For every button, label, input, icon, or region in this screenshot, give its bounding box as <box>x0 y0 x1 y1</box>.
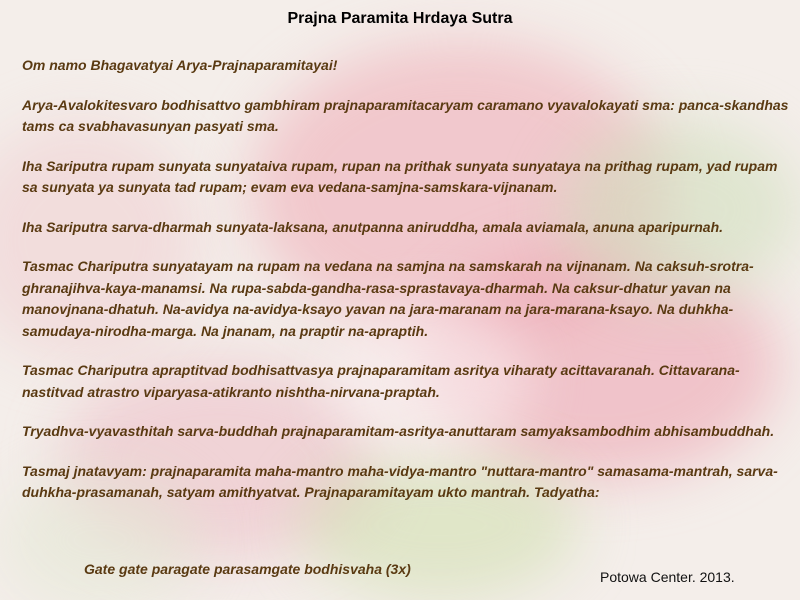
sutra-text <box>22 55 792 522</box>
paragraph: Iha Sariputra sarva-dharmah sunyata-laksana, anutpanna aniruddha, amala aviamala, anuna aparipurnah. <box>22 218 724 235</box>
paragraph: Tryadhva-vyavasthitah sarva-buddhah prajnaparamitam-asritya-anuttaram samyaksambodhim abhisambuddhah. <box>22 423 775 439</box>
paragraph: Tasmac Chariputra sunyatayam na rupam na vedana na samjna na samskarah na vijnanam. Na caksuh-srotra-ghranajihva-kaya-manamsi. Na rupa-sabda-gandha-rasa-sprastavaya-dharmah. Na caksur-dhatur yavan na manovjnana-dhatuh. Na-avidya na-avidya-ksayo yavan na jara-maranam na jara-marana-ksayo. Na duhkha-samudaya-nirodha-marga. Na jnanam, na praptir na-apraptih. <box>22 258 754 339</box>
paragraph: Tasmaj jnatavyam: prajnaparamita maha-mantro maha-vidya-mantro "nuttara-mantro" samasama-mantrah, sarva-duhkha-prasamanah, satyam amithyatvat. Prajnaparamitayam ukto mantrah. Tadyatha: <box>22 462 778 500</box>
paragraph: Arya-Avalokitesvaro bodhisattvo gambhiram prajnaparamitacaryam caramano vyavalokayati sma: panca-skandhas tams ca svabhavasunyan pasyati sma. <box>22 96 789 134</box>
paragraph: Iha Sariputra rupam sunyata sunyataiva rupam, rupan na prithak sunyata sunyataya na prithag rupam, yad rupam sa sunyata ya sunyata tad rupam; evam eva vedana-samjna-samskara-vijnanam. <box>22 157 778 195</box>
credit-text: Potowa Center. 2013. <box>600 569 735 585</box>
paragraph: Om namo Bhagavatyai Arya-Prajnaparamitayai! <box>22 57 338 73</box>
mantra-line: Gate gate paragate parasamgate bodhisvaha (3x) <box>84 561 411 577</box>
paragraph: Tasmac Chariputra apraptitvad bodhisattvasya prajnaparamitam asritya viharaty acittavaranah. Cittavarana-nastitvad atrastro viparyasa-atikranto nishtha-nirvana-praptah. <box>22 362 740 400</box>
page-title: Prajna Paramita Hrdaya Sutra <box>287 10 513 27</box>
